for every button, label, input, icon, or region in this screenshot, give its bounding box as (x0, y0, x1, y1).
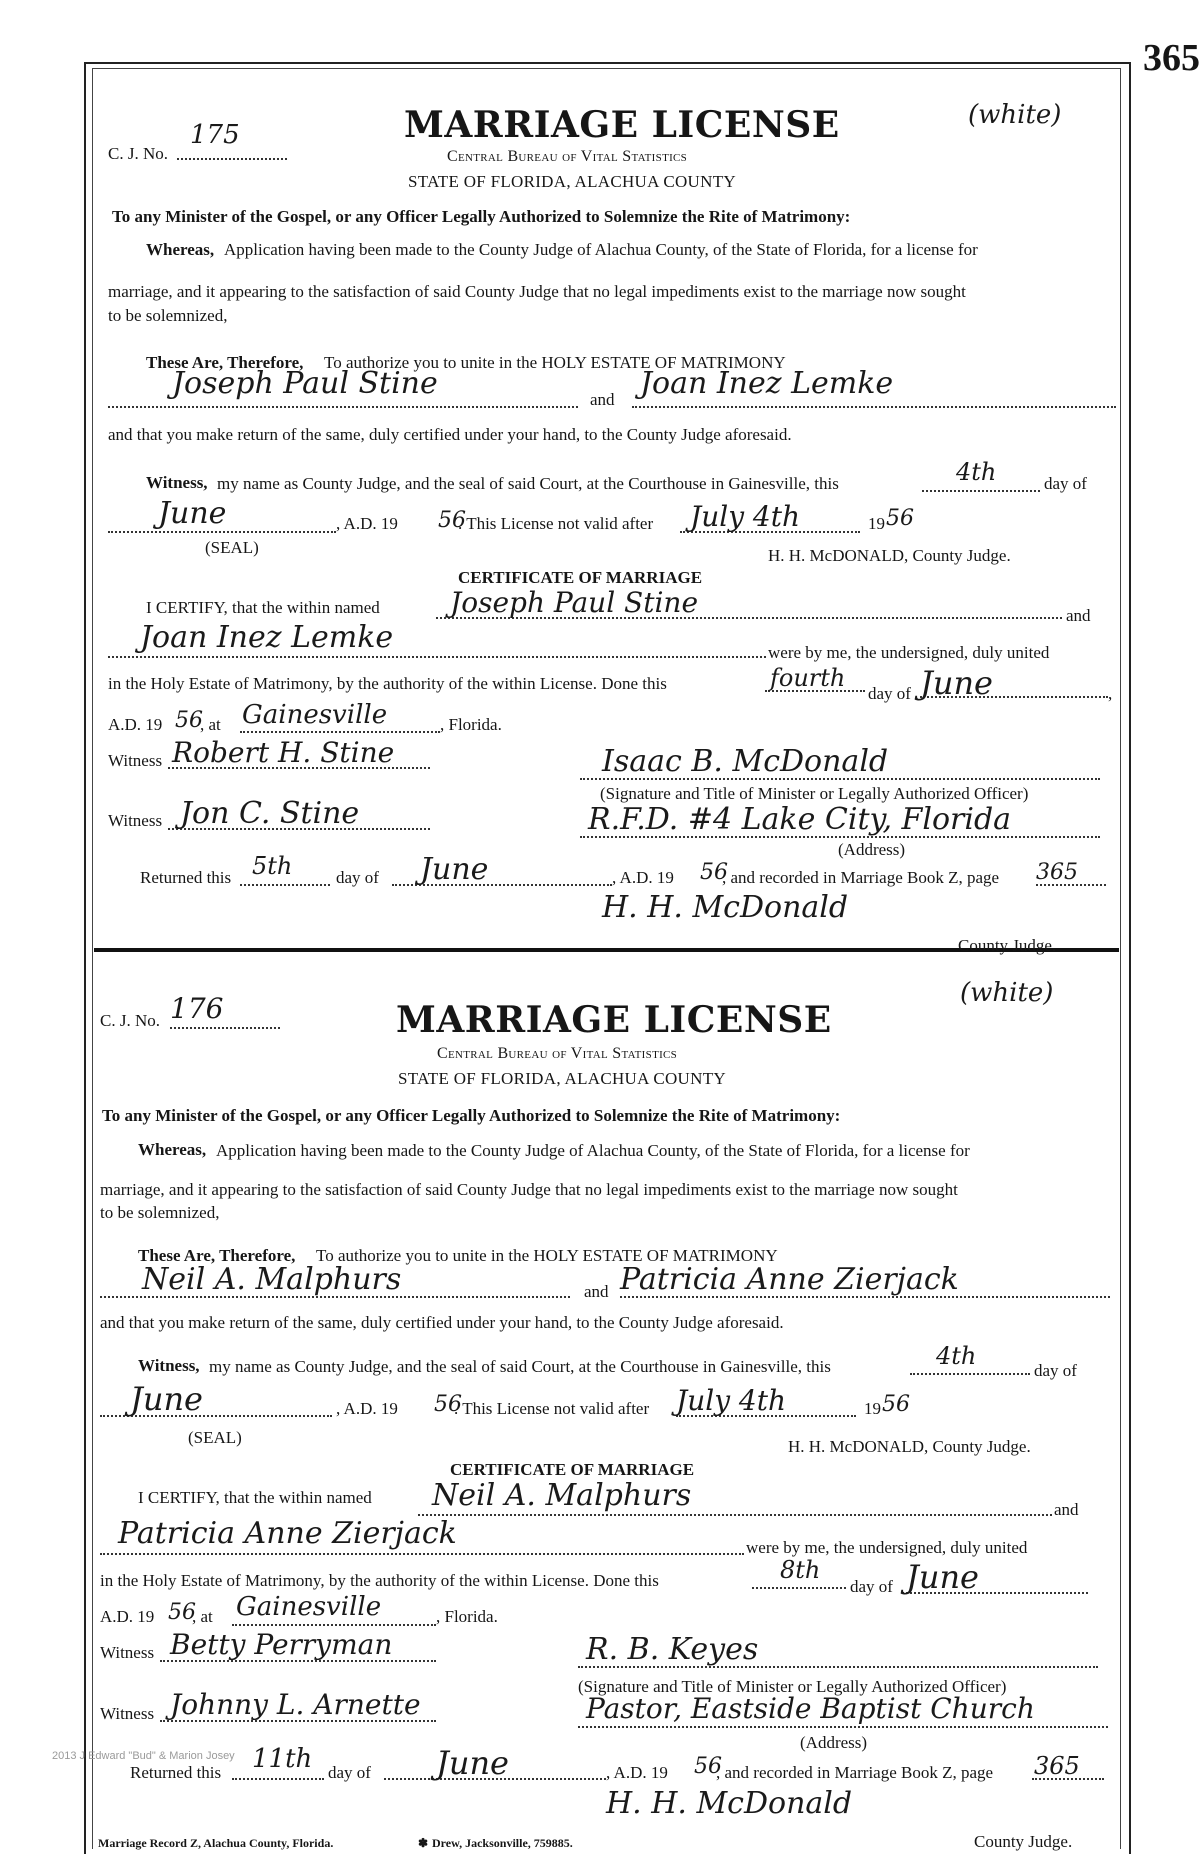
state-county-line: STATE OF FLORIDA, ALACHUA COUNTY (398, 1069, 726, 1088)
judge-printed-signature: H. H. McDONALD, County Judge. (768, 546, 1011, 565)
address-line: To any Minister of the Gospel, or any Officer Legally Authorized to Solemnize the Rite of Matrimony: (112, 207, 851, 226)
witness-1-label: Witness (100, 1643, 155, 1662)
holy-estate-label: in the Holy Estate of Matrimony, by the authority of the within License. Done this (100, 1571, 659, 1590)
at-label: , at (192, 1607, 213, 1626)
race-note: (white) (968, 100, 1062, 130)
bride-name: Joan Inez Lemke (640, 366, 894, 401)
done-year: 56 (168, 1600, 196, 1625)
judge-printed-signature: H. H. McDONALD, County Judge. (788, 1437, 1031, 1456)
whereas-text-1: Application having been made to the County Judge of Alachua County, of the State of Florida, for a license for (224, 240, 978, 259)
certify-label: I CERTIFY, that the within named (138, 1488, 372, 1507)
returned-day-of-label: day of (336, 868, 379, 887)
cj-number: 176 (170, 992, 224, 1025)
whereas-label: Whereas, (146, 240, 215, 259)
seal-label: (SEAL) (188, 1428, 242, 1447)
done-month: June (906, 1558, 979, 1596)
certificate-title: CERTIFICATE OF MARRIAGE (450, 1460, 695, 1479)
officer-address: Pastor, Eastside Baptist Church (586, 1692, 1035, 1725)
returned-year: 56 (694, 1754, 722, 1779)
cert-groom-name: Neil A. Malphurs (432, 1478, 692, 1513)
officer-signature: R. B. Keyes (586, 1632, 759, 1667)
address-caption: (Address) (838, 840, 906, 859)
return-line: and that you make return of the same, duly certified under your hand, to the County Judge aforesaid. (108, 425, 792, 444)
county-judge-label: County Judge. (958, 936, 1057, 955)
officer-address: R.F.D. #4 Lake City, Florida (588, 802, 1012, 837)
returned-day: 5th (252, 852, 293, 880)
valid-until: July 4th (676, 1384, 787, 1417)
witness-2-name: Jon C. Stine (180, 796, 360, 831)
issue-month: June (158, 496, 227, 531)
whereas-label: Whereas, (138, 1140, 207, 1159)
holy-estate-label: in the Holy Estate of Matrimony, by the authority of the within License. Done this (108, 674, 667, 693)
state-county-line: STATE OF FLORIDA, ALACHUA COUNTY (408, 172, 736, 191)
returned-ad-label: , A.D. 19 (612, 868, 674, 887)
signature-caption: (Signature and Title of Minister or Legally Authorized Officer) (600, 784, 1029, 803)
record-page: 365 (1036, 860, 1078, 885)
ad-label: , A.D. 19 (336, 514, 398, 533)
issue-day: 4th (956, 458, 997, 486)
witness-text: my name as County Judge, and the seal of said Court, at the Courthouse in Gainesville, this (217, 474, 839, 493)
witness-label: Witness, (138, 1356, 200, 1375)
done-comma: , (1108, 684, 1113, 703)
issue-month: June (130, 1380, 203, 1418)
whereas-text-3: to be solemnized, (100, 1203, 220, 1222)
at-label: , at (200, 715, 221, 734)
bureau-line: Central Bureau of Vital Statistics (447, 148, 688, 165)
place: Gainesville (236, 1592, 382, 1622)
seal-label: (SEAL) (205, 538, 259, 557)
returned-label: Returned this (130, 1763, 222, 1782)
record-page: 365 (1034, 1752, 1080, 1780)
address-caption: (Address) (800, 1733, 868, 1752)
cert-groom-name: Joseph Paul Stine (450, 586, 699, 619)
witness-2-label: Witness (108, 811, 163, 830)
recorded-label: , and recorded in Marriage Book Z, page (722, 868, 1000, 887)
done-day: 8th (780, 1556, 821, 1584)
returned-month: June (436, 1744, 509, 1782)
returned-day-of-label: day of (328, 1763, 371, 1782)
cert-bride-name: Patricia Anne Zierjack (118, 1516, 457, 1551)
record-note: Marriage Record Z, Alachua County, Florida. (98, 1836, 334, 1850)
printer-note: Drew, Jacksonville, 759885. (432, 1836, 573, 1850)
done-day: fourth (770, 664, 846, 692)
returned-day: 11th (252, 1744, 313, 1774)
witness-2-label: Witness (100, 1704, 155, 1723)
groom-name: Neil A. Malphurs (142, 1262, 402, 1297)
race-note: (white) (960, 978, 1054, 1008)
witness-1-name: Robert H. Stine (172, 736, 395, 769)
whereas-text-3: to be solemnized, (108, 306, 228, 325)
certificate-title: CERTIFICATE OF MARRIAGE (458, 568, 703, 587)
judge-signature: H. H. McDonald (606, 1786, 853, 1821)
not-valid-label: . This License not valid after (458, 514, 654, 533)
day-of-label: day of (1034, 1361, 1077, 1380)
issue-year: 56 (438, 508, 466, 533)
issue-day: 4th (936, 1342, 977, 1370)
witness-1-label: Witness (108, 751, 163, 770)
place: Gainesville (242, 700, 388, 730)
cert-ad-label: A.D. 19 (108, 715, 163, 734)
not-valid-label: . This License not valid after (454, 1399, 650, 1418)
cj-label: C. J. No. (100, 1011, 160, 1030)
whereas-text-1: Application having been made to the County Judge of Alachua County, of the State of Florida, for a license for (216, 1141, 970, 1160)
certify-label: I CERTIFY, that the within named (146, 598, 380, 617)
united-label: were by me, the undersigned, duly united (768, 643, 1050, 662)
cj-number: 175 (190, 120, 240, 150)
witness-text: my name as County Judge, and the seal of said Court, at the Courthouse in Gainesville, this (209, 1357, 831, 1376)
these-label: These Are, Therefore, (138, 1246, 296, 1265)
florida-label: , Florida. (436, 1607, 498, 1626)
signature-caption: (Signature and Title of Minister or Legally Authorized Officer) (578, 1677, 1007, 1696)
and-label: and (590, 390, 615, 409)
returned-month: June (420, 852, 489, 887)
recorded-label: , and recorded in Marriage Book Z, page (716, 1763, 994, 1782)
whereas-text-2: marriage, and it appearing to the satisfaction of said County Judge that no legal impediments exist to the marriage now sought (108, 282, 966, 301)
cert-and-label: and (1054, 1500, 1079, 1519)
witness-label: Witness, (146, 473, 208, 492)
printer-mark: ✽ (418, 1836, 429, 1850)
valid-year: 56 (886, 506, 914, 531)
license-title: MARRIAGE LICENSE (404, 104, 840, 146)
florida-label: , Florida. (440, 715, 502, 734)
these-text: To authorize you to unite in the HOLY ESTATE OF MATRIMONY (324, 353, 786, 372)
returned-year: 56 (700, 860, 728, 885)
returned-label: Returned this (140, 868, 232, 887)
county-judge-label: County Judge. (974, 1832, 1073, 1851)
bureau-line: Central Bureau of Vital Statistics (437, 1045, 678, 1062)
valid-until: July 4th (690, 500, 801, 533)
address-line: To any Minister of the Gospel, or any Officer Legally Authorized to Solemnize the Rite of Matrimony: (102, 1106, 841, 1125)
judge-signature: H. H. McDonald (602, 890, 849, 925)
united-label: were by me, the undersigned, duly united (746, 1538, 1028, 1557)
copyright-watermark: 2013 J Edward "Bud" & Marion Josey (52, 1750, 235, 1762)
valid-19-label: 19 (868, 514, 885, 533)
officer-signature: Isaac B. McDonald (602, 744, 889, 779)
done-day-of-label: day of (850, 1577, 893, 1596)
done-day-of-label: day of (868, 684, 911, 703)
valid-19-label: 19 (864, 1399, 881, 1418)
page-number: 365 (1143, 37, 1200, 79)
these-text: To authorize you to unite in the HOLY ESTATE OF MATRIMONY (316, 1246, 778, 1265)
whereas-text-2: marriage, and it appearing to the satisfaction of said County Judge that no legal impediments exist to the marriage now sought (100, 1180, 958, 1199)
returned-ad-label: , A.D. 19 (606, 1763, 668, 1782)
done-year: 56 (175, 708, 203, 733)
groom-name: Joseph Paul Stine (172, 366, 438, 401)
cert-and-label: and (1066, 606, 1091, 625)
witness-2-name: Johnny L. Arnette (170, 1688, 421, 1721)
cj-label: C. J. No. (108, 144, 168, 163)
return-line: and that you make return of the same, duly certified under your hand, to the County Judge aforesaid. (100, 1313, 784, 1332)
witness-1-name: Betty Perryman (170, 1628, 393, 1661)
these-label: These Are, Therefore, (146, 353, 304, 372)
ad-label: , A.D. 19 (336, 1399, 398, 1418)
done-month: June (920, 664, 993, 702)
day-of-label: day of (1044, 474, 1087, 493)
cert-ad-label: A.D. 19 (100, 1607, 155, 1626)
bride-name: Patricia Anne Zierjack (620, 1262, 959, 1297)
cert-bride-name: Joan Inez Lemke (140, 620, 394, 655)
issue-year: 56 (434, 1392, 462, 1417)
license-title: MARRIAGE LICENSE (396, 999, 832, 1041)
valid-year: 56 (882, 1392, 910, 1417)
and-label: and (584, 1282, 609, 1301)
